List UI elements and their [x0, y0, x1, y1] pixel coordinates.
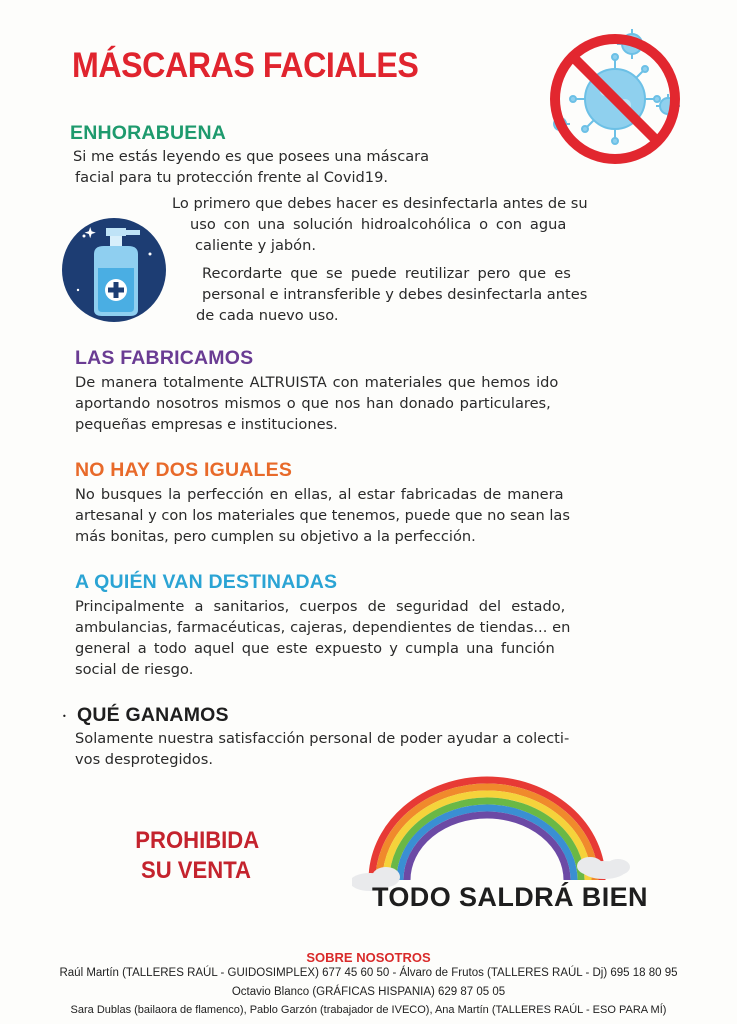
- text-line: Lo primero que debes hacer es desinfectarla antes de su: [172, 195, 588, 212]
- heading-fabricamos: LAS FABRICAMOS: [75, 347, 254, 369]
- text-line: social de riesgo.: [75, 661, 194, 678]
- paragraph-ganamos: [75, 728, 667, 770]
- paragraph-reuse: [196, 263, 670, 326]
- paragraph-iguales: [75, 484, 667, 547]
- text-line: más bonitas, pero cumplen su objetivo a la perfección.: [75, 528, 476, 545]
- text-line: pequeñas empresas e instituciones.: [75, 416, 338, 433]
- heading-iguales: NO HAY DOS IGUALES: [75, 459, 293, 481]
- hand-sanitizer-icon: [58, 206, 170, 328]
- rainbow-slogan: TODO SALDRÁ BIEN: [372, 882, 648, 912]
- paragraph-enhorabuena: [73, 146, 513, 188]
- text-line: general a todo aquel que este expuesto y cumpla una función: [75, 640, 555, 657]
- footer-line: Octavio Blanco (GRÁFICAS HISPANIA) 629 87 05 05: [231, 986, 506, 998]
- text-line: facial para tu protección frente al Covid19.: [75, 169, 388, 186]
- heading-ganamos: QUÉ GANAMOS: [77, 704, 229, 726]
- text-line: Si me estás leyendo es que posees una máscara: [73, 148, 430, 165]
- text-line: personal e intransferible y debes desinfectarla antes: [202, 286, 588, 303]
- text-line: de cada nuevo uso.: [196, 307, 339, 324]
- bullet-dot: •: [62, 712, 67, 721]
- prohibida-notice: [135, 826, 260, 886]
- paragraph-fabricamos: [75, 372, 667, 435]
- text-line: ambulancias, farmacéuticas, cajeras, dependientes de tiendas... en: [75, 619, 571, 636]
- text-line: De manera totalmente ALTRUISTA con materiales que hemos ido: [75, 374, 559, 391]
- text-line: aportando nosotros mismos o que nos han donado particulares,: [75, 395, 551, 412]
- text-line: caliente y jabón.: [195, 237, 316, 254]
- text-line: No busques la perfección en ellas, al estar fabricadas de manera: [75, 486, 564, 503]
- paragraph-disinfect: [172, 193, 670, 256]
- footer-line: Raúl Martín (TALLERES RAÚL - GUIDOSIMPLEX) 677 45 60 50 - Álvaro de Frutos (TALLERES RAÚL - Dj) 695 18 80 95: [59, 967, 678, 979]
- text-line-content: uso con una solución hidroalcohólica o con agua: [190, 216, 567, 233]
- text-line: Solamente nuestra satisfacción personal de poder ayudar a colecti-: [75, 730, 570, 747]
- footer-title: SOBRE NOSOTROS: [306, 950, 431, 965]
- prohibida-line: PROHIBIDA: [135, 827, 260, 854]
- heading-enhorabuena: ENHORABUENA: [70, 122, 227, 144]
- footer-line: Sara Dublas (bailaora de flamenco), Pablo Garzón (trabajador de IVECO), Ana Martín (TALLERES RAÚL - ESO PARA MÍ): [70, 1004, 667, 1016]
- prohibida-line: SU VENTA: [140, 857, 251, 884]
- text-line: [172, 214, 670, 235]
- text-line: Principalmente a sanitarios, cuerpos de seguridad del estado,: [75, 598, 566, 615]
- page-title: MÁSCARAS FACIALES: [72, 46, 419, 85]
- virus-prohibited-icon: [540, 24, 685, 164]
- text-line: Recordarte que se puede reutilizar pero que es: [202, 265, 571, 282]
- text-line: vos desprotegidos.: [75, 751, 213, 768]
- text-line: artesanal y con los materiales que tenemos, puede que no sean las: [75, 507, 570, 524]
- paragraph-destinadas: [75, 596, 667, 680]
- heading-destinadas: A QUIÉN VAN DESTINADAS: [75, 571, 338, 593]
